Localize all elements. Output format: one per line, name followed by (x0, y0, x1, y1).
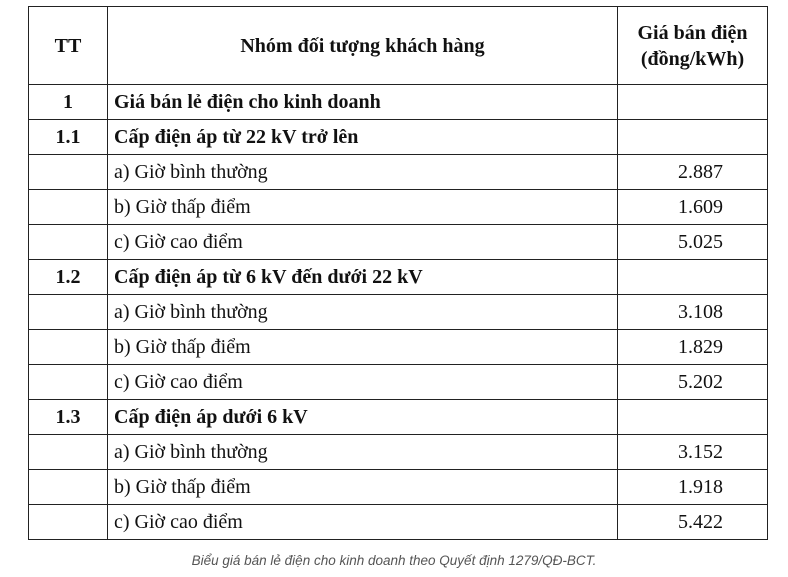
row-name: c) Giờ cao điểm (108, 505, 618, 540)
row-price (618, 120, 768, 155)
table-caption: Biểu giá bán lẻ điện cho kinh doanh theo Quyết định 1279/QĐ-BCT. (191, 553, 597, 568)
row-price: 1.609 (618, 190, 768, 225)
row-price (618, 400, 768, 435)
row-name: Giá bán lẻ điện cho kinh doanh (108, 85, 618, 120)
header-customer-group: Nhóm đối tượng khách hàng (108, 7, 618, 85)
row-tt (29, 225, 108, 260)
table-row (29, 470, 768, 505)
row-price (618, 260, 768, 295)
table-row (29, 85, 768, 120)
row-tt: 1.1 (29, 120, 108, 155)
row-price: 5.202 (618, 365, 768, 400)
header-price (618, 7, 768, 85)
row-tt (29, 330, 108, 365)
header-price-line1: Giá bán điện (637, 21, 748, 44)
row-price: 3.152 (618, 435, 768, 470)
row-tt: 1.3 (29, 400, 108, 435)
table-row (29, 120, 768, 155)
row-name: b) Giờ thấp điểm (108, 190, 618, 225)
row-tt (29, 295, 108, 330)
row-tt (29, 155, 108, 190)
row-price: 1.918 (618, 470, 768, 505)
row-tt: 1 (29, 85, 108, 120)
header-tt: TT (29, 7, 108, 85)
row-price: 5.422 (618, 505, 768, 540)
row-price (618, 85, 768, 120)
row-name: Cấp điện áp từ 22 kV trở lên (108, 120, 618, 155)
table-row (29, 435, 768, 470)
table-row (29, 365, 768, 400)
row-name: a) Giờ bình thường (108, 155, 618, 190)
table-header-row (29, 7, 768, 85)
row-name: Cấp điện áp từ 6 kV đến dưới 22 kV (108, 260, 618, 295)
row-name: c) Giờ cao điểm (108, 365, 618, 400)
row-name: a) Giờ bình thường (108, 435, 618, 470)
table-body (29, 85, 768, 540)
table-row (29, 295, 768, 330)
table-row (29, 400, 768, 435)
row-tt (29, 365, 108, 400)
row-name: c) Giờ cao điểm (108, 225, 618, 260)
table-row (29, 190, 768, 225)
row-tt (29, 505, 108, 540)
row-tt (29, 435, 108, 470)
row-name: b) Giờ thấp điểm (108, 470, 618, 505)
row-name: b) Giờ thấp điểm (108, 330, 618, 365)
row-price: 1.829 (618, 330, 768, 365)
table-row (29, 260, 768, 295)
table-row (29, 155, 768, 190)
row-name: a) Giờ bình thường (108, 295, 618, 330)
price-table-container (28, 6, 768, 540)
table-row (29, 225, 768, 260)
row-tt: 1.2 (29, 260, 108, 295)
row-price: 5.025 (618, 225, 768, 260)
row-tt (29, 470, 108, 505)
row-tt (29, 190, 108, 225)
row-price: 2.887 (618, 155, 768, 190)
header-price-line2: (đồng/kWh) (640, 47, 745, 70)
row-price: 3.108 (618, 295, 768, 330)
table-row (29, 505, 768, 540)
electricity-price-table (28, 6, 768, 540)
table-row (29, 330, 768, 365)
row-name: Cấp điện áp dưới 6 kV (108, 400, 618, 435)
